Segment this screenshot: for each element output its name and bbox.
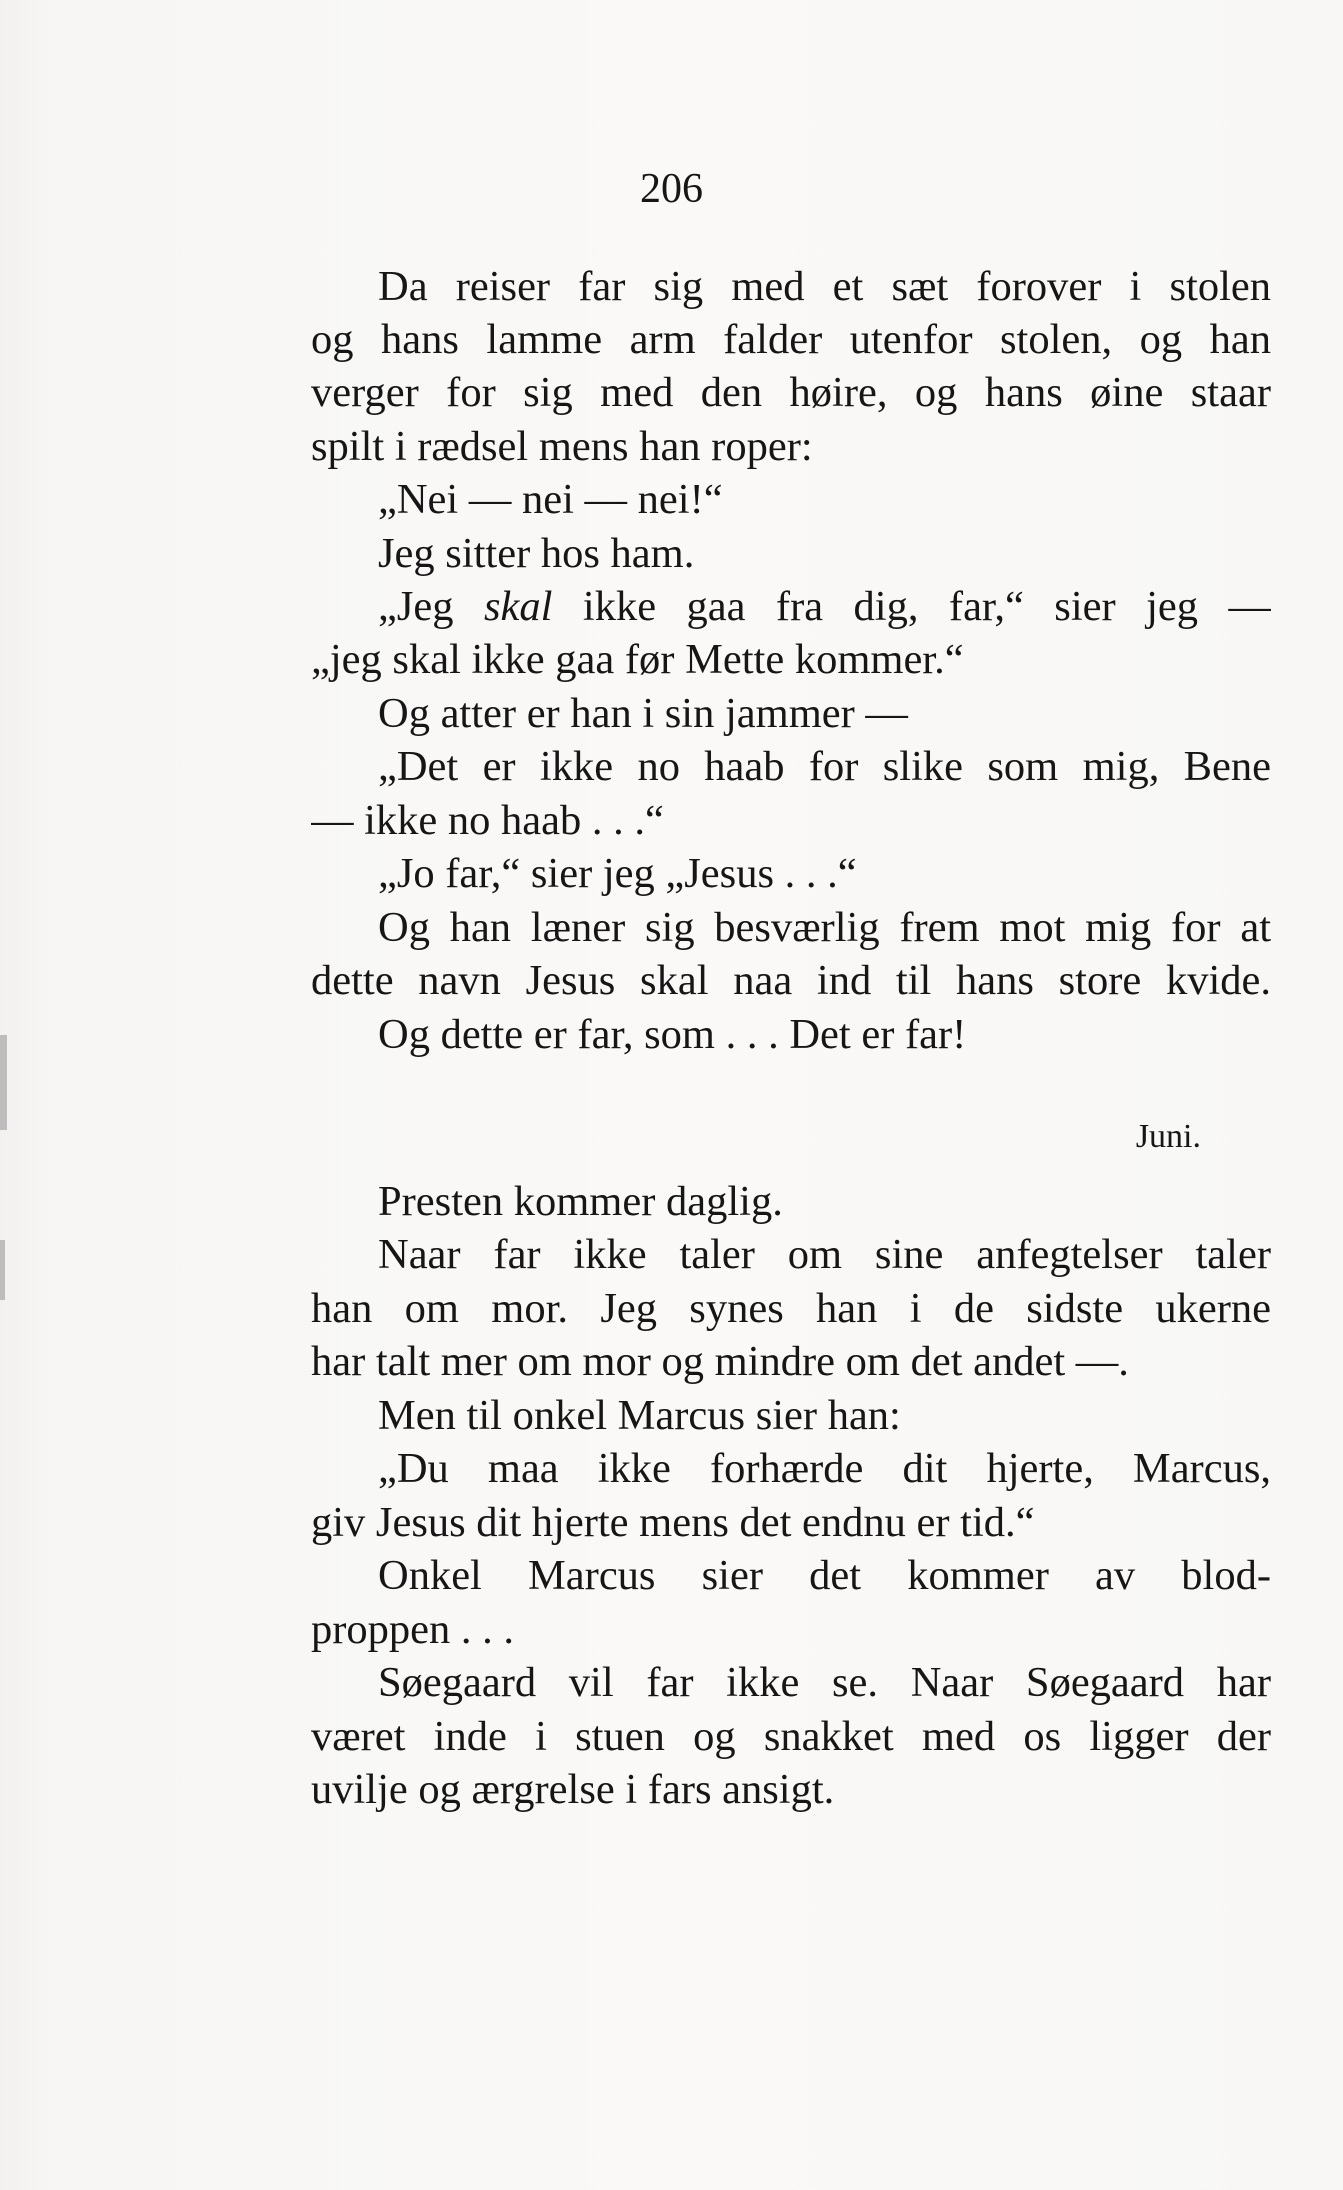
page-number: 206 xyxy=(640,166,703,212)
text-line: og hans lamme arm falder utenfor stolen, og han xyxy=(311,316,1271,363)
text-line: Presten kommer daglig. xyxy=(378,1178,783,1225)
text-line: Da reiser far sig med et sæt forover i stolen xyxy=(378,263,1271,310)
text-line: Naar far ikke taler om sine anfegtelser taler xyxy=(378,1231,1271,1278)
text-line: spilt i rædsel mens han roper: xyxy=(311,423,813,470)
text-line: proppen . . . xyxy=(311,1606,515,1653)
text-line: „Nei — nei — nei!“ xyxy=(378,476,723,523)
text-line: giv Jesus dit hjerte mens det endnu er tid.“ xyxy=(311,1499,1035,1546)
text-line: „Det er ikke no haab for slike som mig, Bene xyxy=(378,743,1271,790)
text-span: „Jeg xyxy=(378,583,484,630)
text-line: Men til onkel Marcus sier han: xyxy=(378,1392,901,1439)
text-line: — ikke no haab . . .“ xyxy=(311,797,664,844)
text-line: Onkel Marcus sier det kommer av blod- xyxy=(378,1552,1271,1599)
scan-mark xyxy=(0,1240,5,1300)
text-line: dette navn Jesus skal naa ind til hans store kvide. xyxy=(311,957,1271,1004)
text-line: været inde i stuen og snakket med os ligger der xyxy=(311,1713,1271,1760)
emphasis-word: skal xyxy=(483,583,553,630)
text-line: Og atter er han i sin jammer — xyxy=(378,690,908,737)
text-line: Jeg sitter hos ham. xyxy=(378,530,695,577)
text-line: Og dette er far, som . . . Det er far! xyxy=(378,1011,967,1058)
text-line: Og han læner sig besværlig frem mot mig for at xyxy=(378,904,1271,951)
scan-mark xyxy=(0,1035,7,1130)
text-span: ikke gaa fra dig, far,“ sier jeg — xyxy=(552,583,1271,630)
text-line: Søegaard vil far ikke se. Naar Søegaard har xyxy=(378,1659,1271,1706)
text-line xyxy=(378,580,1271,633)
text-line: „jeg skal ikke gaa før Mette kommer.“ xyxy=(311,636,964,683)
text-line: han om mor. Jeg synes han i de sidste ukerne xyxy=(311,1285,1271,1332)
text-line: verger for sig med den høire, og hans øine staar xyxy=(311,369,1271,416)
text-line: uvilje og ærgrelse i fars ansigt. xyxy=(311,1766,835,1813)
text-line: har talt mer om mor og mindre om det andet —. xyxy=(311,1338,1129,1385)
text-line: „Jo far,“ sier jeg „Jesus . . .“ xyxy=(378,850,857,897)
text-line: „Du maa ikke forhærde dit hjerte, Marcus, xyxy=(378,1445,1271,1492)
section-date: Juni. xyxy=(1135,1118,1201,1155)
